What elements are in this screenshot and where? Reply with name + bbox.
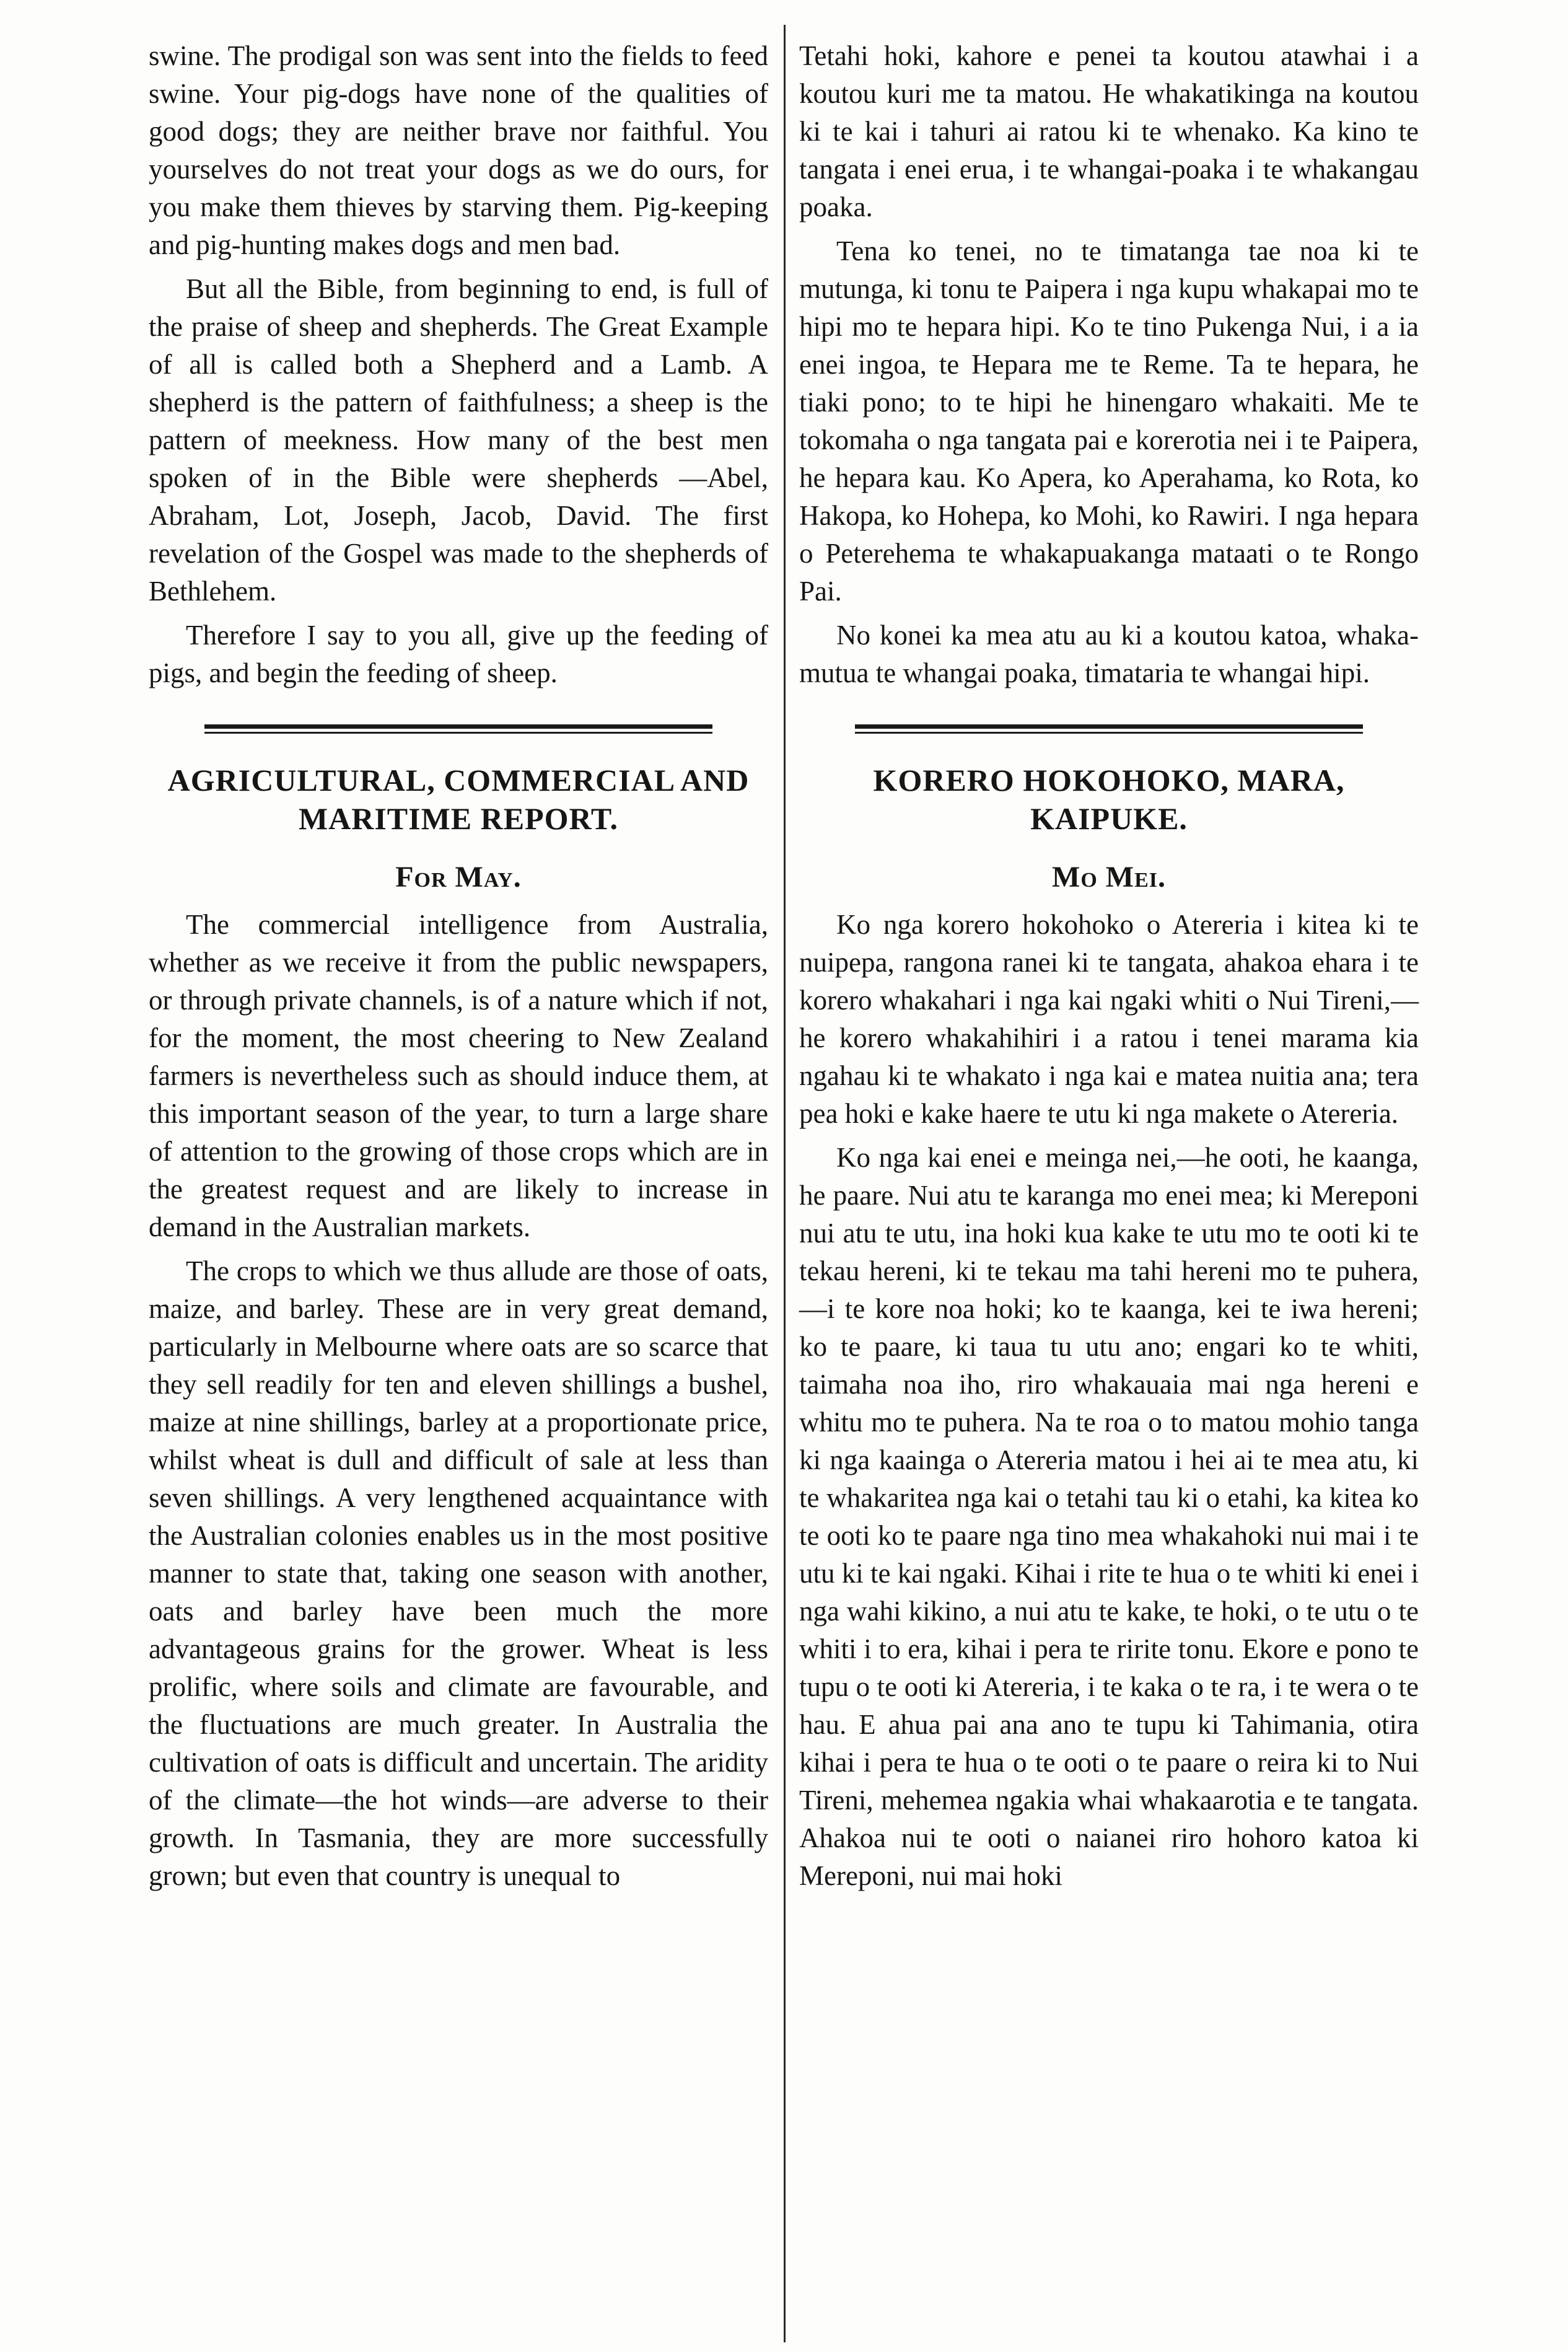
section-title: KORERO HOKOHOKO, MARA, KAIPUKE. xyxy=(873,763,1345,836)
english-column xyxy=(149,37,768,1901)
paragraph: No konei ka mea atu au ki a koutou katoa, whaka-mutua te whangai poaka, timataria te whangai hipi. xyxy=(799,620,1419,688)
section-divider xyxy=(855,724,1363,734)
section-subtitle: For May. xyxy=(395,861,522,894)
paragraph: Ko nga kai enei e meinga nei,—he ooti, he kaanga, he paare. Nui atu te karanga mo enei mea; ki Mereponi nui atu te utu, ina hoki kua kake te utu mo te ooti ki te tekau hereni, ki te tekau ma tahi hereni mo te puhera,—i te kore noa hoki; ko te kaanga, kei te iwa hereni; ko te paare, ki taua tu utu ano; engari ko te whiti, taimaha noa iho, riro whakauaia mai nga hereni e whitu mo te puhera. Na te roa o to matou mohio tanga ki nga kaainga o Atereria matou i hei ai te mea atu, ki te whakaritea nga kai o tetahi tau ki o etahi, ka kitea ko te ooti ko te paare nga tino mea whakahoki nui mai i te utu ki te kai ngaki. Kihai i rite te hua o te whiti ki enei i nga wahi kikino, a nui atu te kake, te hoki, o te utu o te whiti i to era, kihai i pera te ririte tonu. Ekore e pono te tupu o te ooti ki Atereria, i te kaka o te ra, i te wera o te hau. E ahua pai ana ano te tupu ki Tahimania, otira kihai i pera te hua o te ooti o te paare o reira ki to Nui Tireni, mehemea ngakia whai whakaarotia e te tangata. Ahakoa nui te ooti o naianei riro hohoro katoa ki Mereponi, nui mai hoki xyxy=(799,1142,1419,1891)
paragraph: But all the Bible, from beginning to end, is full of the praise of sheep and shepherds. The Great Example of all is called both a Shepherd and a Lamb. A shepherd is the pattern of faithfulness; a sheep is the pattern of meekness. How many of the best men spoken of in the Bible were shepherds —Abel, Abraham, Lot, Joseph, Jacob, David. The first revelation of the Gospel was made to the shepherds of Bethlehem. xyxy=(149,273,768,607)
paragraph: Therefore I say to you all, give up the feeding of pigs, and begin the feeding of sheep. xyxy=(149,620,768,688)
section-title: AGRICULTURAL, COMMERCIAL AND MARITIME REPORT. xyxy=(167,763,750,836)
paragraph: Tena ko tenei, no te timatanga tae noa ki te mutunga, ki tonu te Paipera i nga kupu whakapai mo te hipi mo te hepara hipi. Ko te tino Pukenga Nui, i a ia enei ingoa, te Hepara me te Reme. Ta te hepara, he tiaki pono; to te hipi he hinengaro whakaiti. Me te tokomaha o nga tangata pai e korerotia nei i te Paipera, he hepara kau. Ko Apera, ko Aperahama, ko Rota, ko Hakopa, ko Hohepa, ko Mohi, ko Rawiri. I nga hepara o Peterehema te whakapuakanga mataati o te Rongo Pai. xyxy=(799,235,1419,607)
paragraph: Tetahi hoki, kahore e penei ta koutou atawhai i a koutou kuri me ta matou. He whakatikinga na koutou ki te kai i tahuri ai ratou ki te whenako. Ka kino te tangata i enei erua, i te whangai-poaka i te whakangau poaka. xyxy=(799,40,1419,222)
paragraph: The crops to which we thus allude are those of oats, maize, and barley. These are in very great demand, particularly in Melbourne where oats are so scarce that they sell readily for ten and eleven shillings a bushel, maize at nine shillings, barley at a proportionate price, whilst wheat is dull and difficult of sale at less than seven shillings. A very lengthened acquaintance with the Australian colonies enables us in the most positive manner to state that, taking one season with another, oats and barley have been much the more advantageous grains for the grower. Wheat is less prolific, where soils and climate are favourable, and the fluctuations are much greater. In Australia the cultivation of oats is difficult and uncertain. The aridity of the climate—the hot winds—are adverse to their growth. In Tasmania, they are more successfully grown; but even that country is unequal to xyxy=(149,1255,768,1891)
paragraph: The commercial intelligence from Australia, whether as we receive it from the public newspapers, or through private channels, is of a nature which if not, for the moment, the most cheering to New Zealand farmers is nevertheless such as should induce them, at this important season of the year, to turn a large share of attention to the growing of those crops which are in the greatest request and are likely to increase in demand in the Australian markets. xyxy=(149,909,768,1242)
paragraph: Ko nga korero hokohoko o Atereria i kitea ki te nuipepa, rangona ranei ki te tangata, ahakoa ehara i te korero whakahari i nga kai ngaki whiti o Nui Tireni,—he korero whakahihiri i a ratou i tenei marama kia ngahau ki te whakato i nga kai e matea nuitia ana; tera pea hoki e kake haere te utu ki nga makete o Atereria. xyxy=(799,909,1419,1129)
maori-column xyxy=(799,37,1419,1901)
paragraph: swine. The prodigal son was sent into the fields to feed swine. Your pig-dogs have none of the qualities of good dogs; they are neither brave nor faithful. You yourselves do not treat your dogs as we do ours, for you make them thieves by starving them. Pig-keeping and pig-hunting makes dogs and men bad. xyxy=(149,40,768,260)
column-divider xyxy=(784,25,786,2342)
section-divider xyxy=(204,724,712,734)
section-subtitle: Mo Mei. xyxy=(1052,861,1166,894)
